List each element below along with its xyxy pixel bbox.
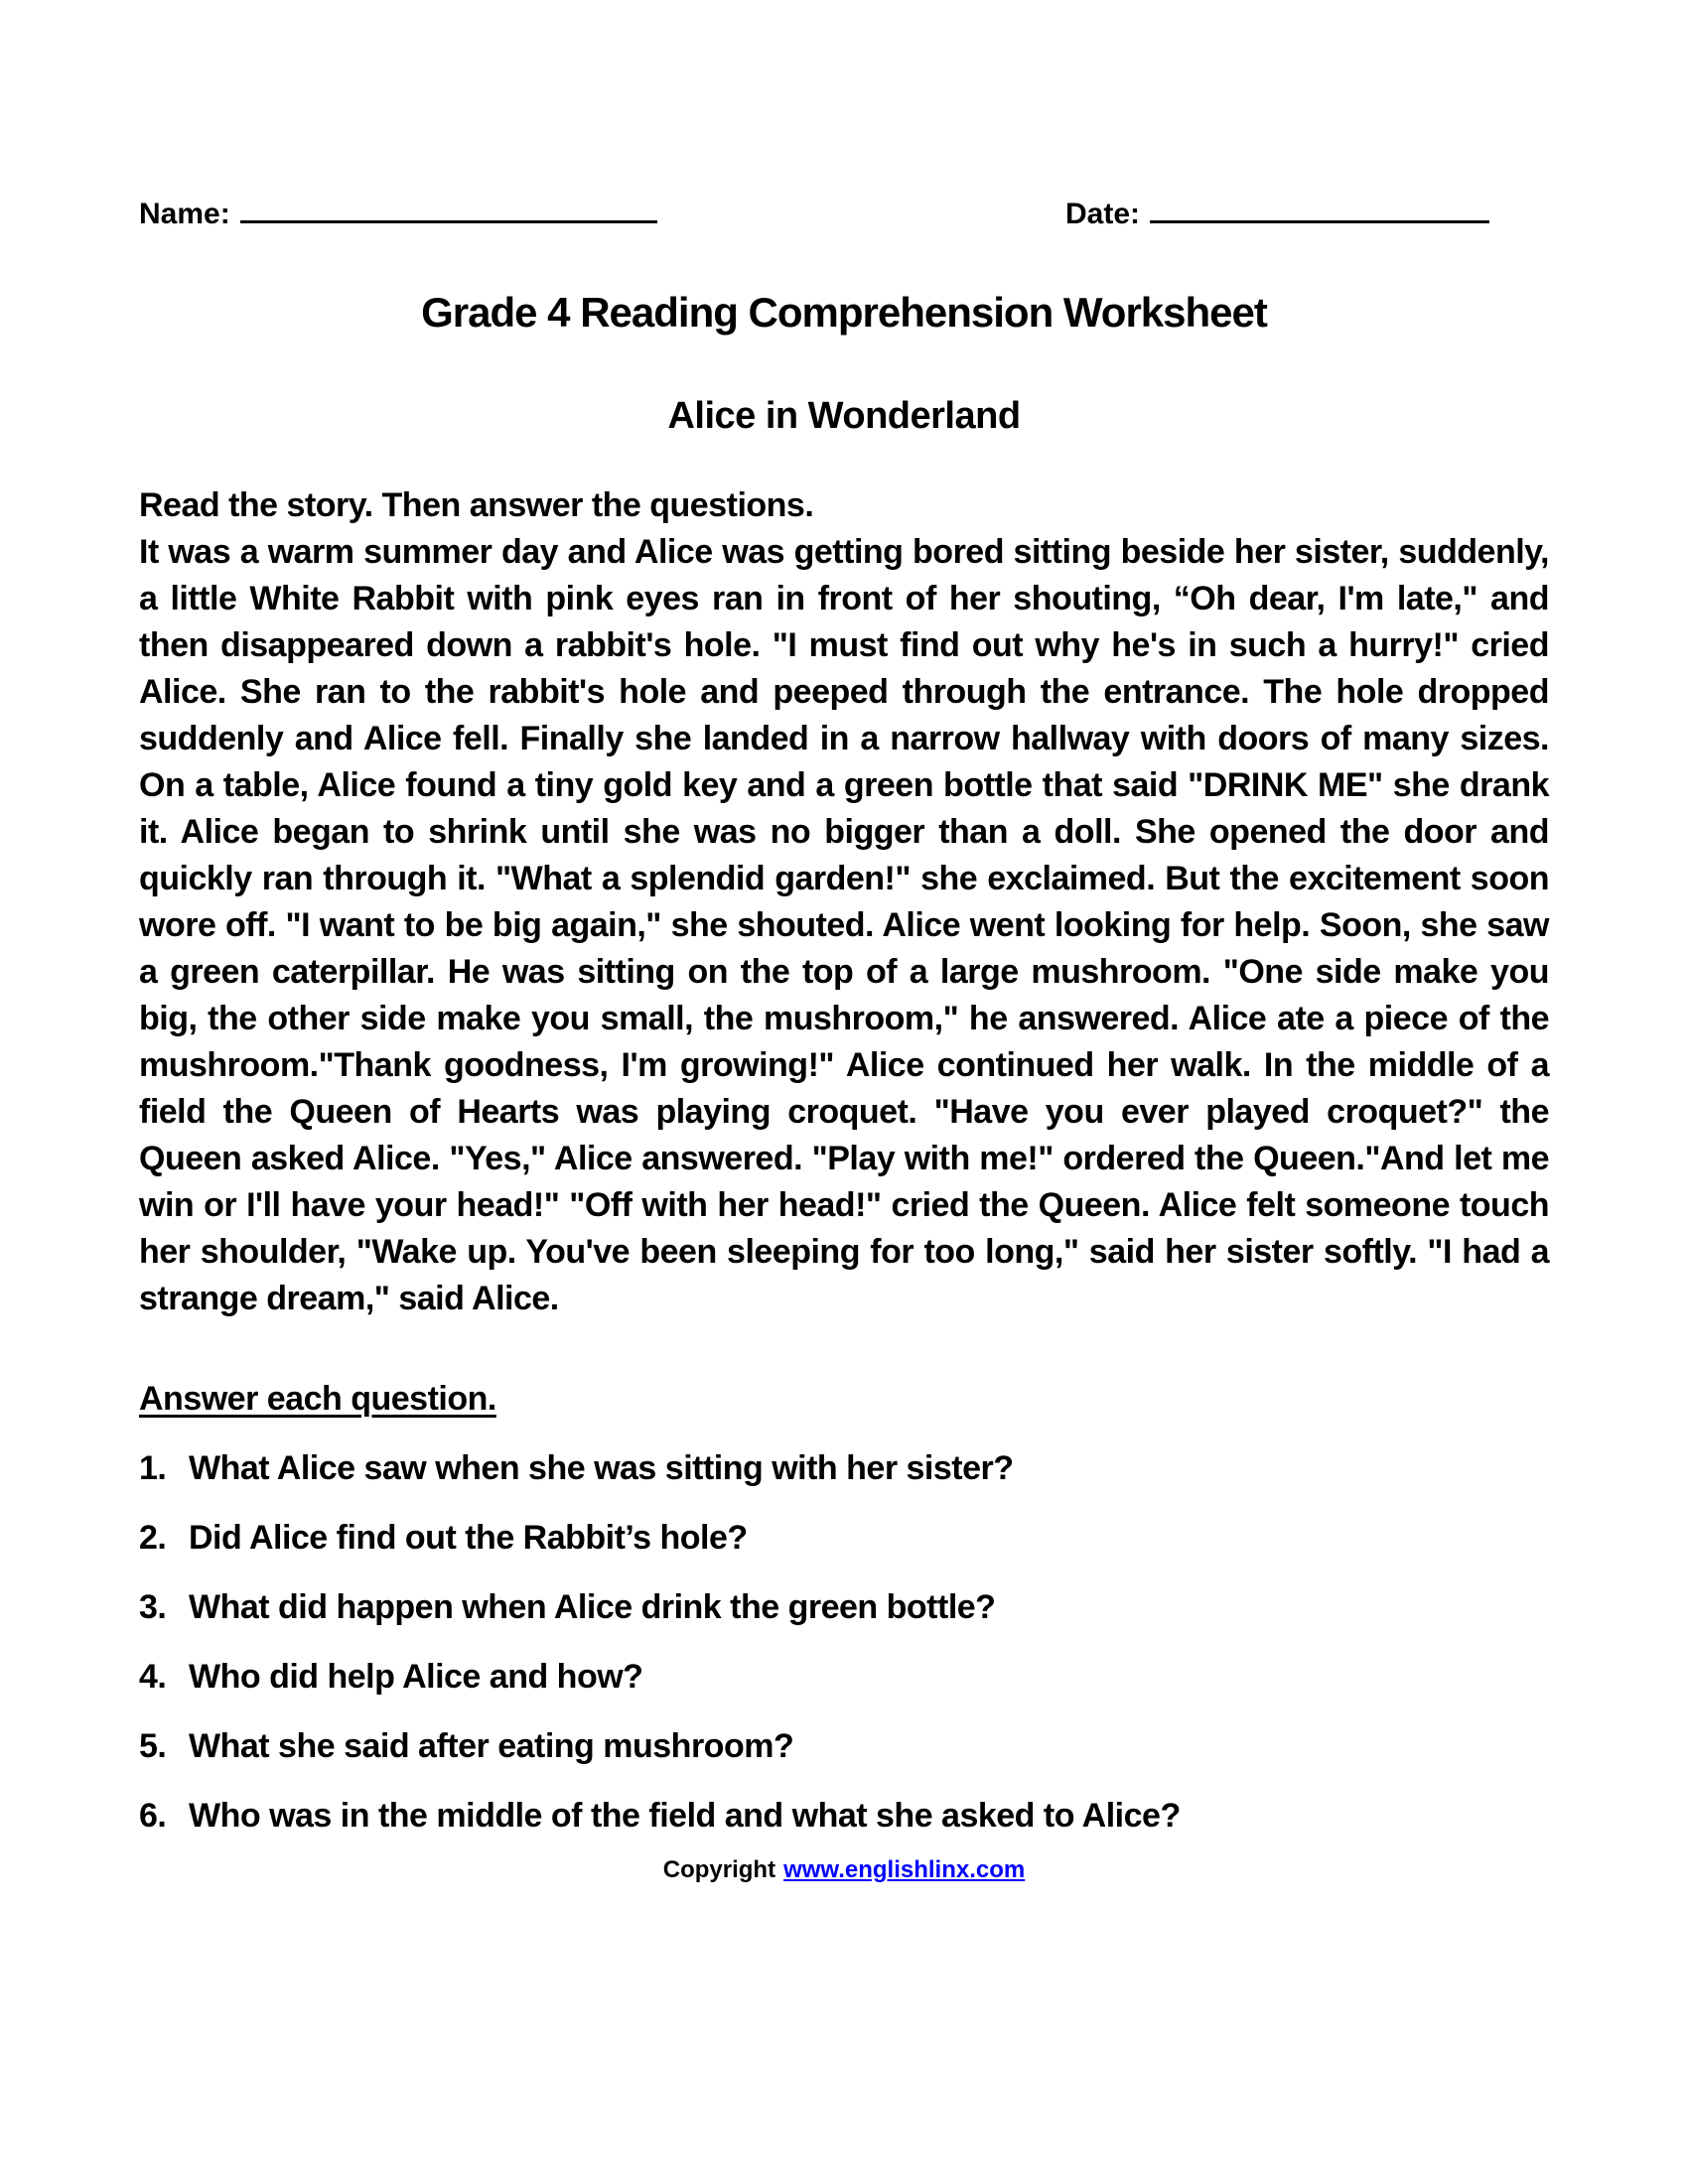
instructions-text: Read the story. Then answer the questions. [139, 486, 814, 524]
name-field-line[interactable] [240, 194, 657, 223]
question-number: 6. [139, 1797, 167, 1835]
question-text: What she said after eating mushroom? [189, 1727, 794, 1765]
date-label: Date: [1064, 198, 1140, 230]
page-title: Grade 4 Reading Comprehension Worksheet [421, 289, 1267, 336]
date-field-group [1065, 191, 1489, 237]
question-number: 2. [139, 1519, 167, 1557]
question-item-5 [139, 1723, 1549, 1770]
question-number: 4. [139, 1658, 167, 1696]
question-number: 1. [139, 1449, 167, 1487]
copyright-link[interactable]: www.englishlinx.com [783, 1856, 1026, 1883]
question-text: What Alice saw when she was sitting with her sister? [189, 1449, 1014, 1487]
name-label: Name: [139, 198, 230, 230]
question-number: 5. [139, 1727, 167, 1765]
header-row [139, 191, 1549, 237]
date-field-line[interactable] [1150, 194, 1489, 223]
question-text: Who was in the middle of the field and what she asked to Alice? [189, 1797, 1181, 1835]
name-field-group [139, 191, 657, 237]
question-item-6 [139, 1793, 1549, 1840]
question-text: What did happen when Alice drink the green bottle? [189, 1588, 996, 1626]
footer [139, 1855, 1549, 1885]
question-text: Did Alice find out the Rabbit’s hole? [189, 1519, 748, 1557]
question-item-1 [139, 1445, 1549, 1492]
page-subtitle: Alice in Wonderland [667, 395, 1021, 437]
question-number: 3. [139, 1588, 167, 1626]
question-item-3 [139, 1584, 1549, 1631]
question-item-2 [139, 1515, 1549, 1562]
copyright-text: Copyright [662, 1856, 776, 1883]
questions-heading: Answer each question. [139, 1380, 496, 1418]
question-text: Who did help Alice and how? [189, 1658, 643, 1696]
question-item-4 [139, 1654, 1549, 1701]
story-paragraph: It was a warm summer day and Alice was getting bored sitting beside her sister, suddenly, a little White Rabbit with pink eyes ran in front of her shouting, “Oh dear, I'm late," and then disappeared down a rabbit's hole. "I must find out why he's in such a hurry!" cried Alice. She ran to the rabbit's hole and peeped through the entrance. The hole dropped suddenly and Alice fell. Finally she landed in a narrow hallway with doors of many sizes. On a table, Alice found a tiny gold key and a green bottle that said "DRINK ME" she drank it. Alice began to shrink until she was no bigger than a doll. She opened the door and quickly ran through it. "What a splendid garden!" she exclaimed. But the excitement soon wore off. "I want to be big again," she shouted. Alice went looking for help. Soon, she saw a green caterpillar. He was sitting on the top of a large mushroom. "One side make you big, the other side make you small, the mushroom," he answered. Alice ate a piece of the mushroom."Thank goodness, I'm growing!" Alice continued her walk. In the middle of a field the Queen of Hearts was playing croquet. "Have you ever played croquet?" the Queen asked Alice. "Yes," Alice answered. "Play with me!" ordered the Queen."And let me win or I'll have your head!" "Off with her head!" cried the Queen. Alice felt someone touch her shoulder, "Wake up. You've been sleeping for too long," said her sister softly. "I had a strange dream," said Alice. [139, 533, 1549, 1317]
